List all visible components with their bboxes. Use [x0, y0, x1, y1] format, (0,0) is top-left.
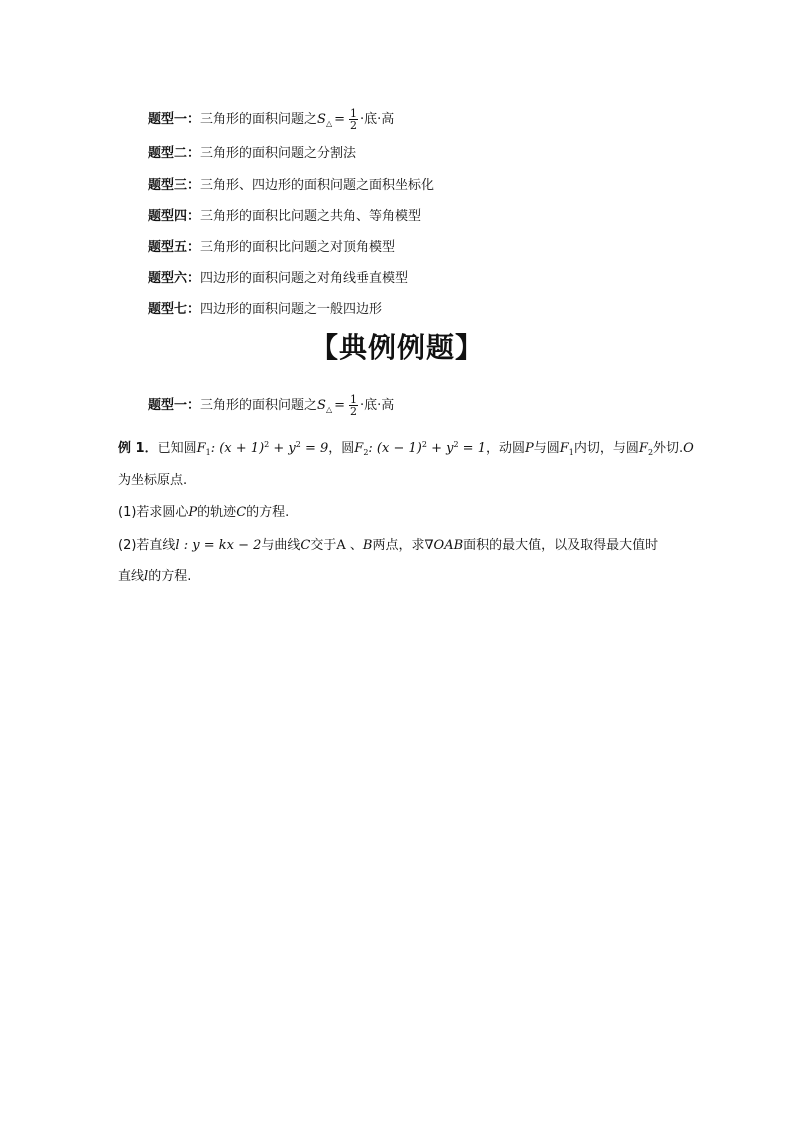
text-segment: 、	[345, 538, 363, 553]
toc-text: 三角形的面积问题之	[200, 112, 318, 127]
fraction-numerator: 1	[350, 107, 357, 120]
math-sub: 1	[205, 448, 211, 457]
text-segment: 交于	[310, 538, 337, 553]
toc-item-2	[148, 145, 356, 163]
toc-text: 三角形、四边形的面积问题之面积坐标化	[200, 178, 435, 193]
text-segment: 内切，与圆	[573, 441, 639, 456]
example-1-line-1	[118, 436, 694, 462]
math-f1: F	[196, 441, 206, 456]
question-2-line-2	[118, 568, 191, 586]
math-eq2-c: = 1	[458, 441, 486, 456]
math-f2: F	[354, 441, 364, 456]
toc-label: 题型六：	[148, 271, 201, 286]
question-1	[118, 504, 289, 522]
toc-label: 题型四：	[148, 209, 201, 224]
text-segment: 面积的最大值，以及取得最大值时	[463, 538, 659, 553]
math-sup: 2	[295, 440, 301, 449]
toc-text: 三角形的面积问题之分割法	[200, 146, 357, 161]
text-segment: 的轨迹	[197, 505, 237, 520]
math-l: l	[175, 538, 180, 553]
toc-label: 题型二：	[148, 146, 201, 161]
formula-after: ·底·高	[360, 112, 395, 127]
text-segment: 两点，求	[372, 538, 425, 553]
math-sub: 1	[568, 448, 574, 457]
subheading-text: 三角形的面积问题之	[200, 398, 318, 413]
toc-label: 题型七：	[148, 302, 201, 317]
text-segment: 已知圆	[157, 441, 197, 456]
math-p: P	[188, 505, 198, 520]
math-a: A	[336, 538, 346, 553]
math-o: O	[683, 441, 694, 456]
section-title: 【典例例题】	[309, 331, 484, 364]
math-sub: 2	[647, 448, 654, 457]
math-eq1: : (x + 1)	[210, 441, 265, 456]
math-eq1-b: + y	[269, 441, 296, 456]
formula-s: S	[317, 398, 326, 413]
toc-label: 题型一：	[148, 112, 201, 127]
formula-s: S	[317, 112, 326, 127]
toc-text: 三角形的面积比问题之共角、等角模型	[200, 209, 422, 224]
math-sup: 2	[453, 440, 459, 449]
toc-label: 题型三：	[148, 178, 201, 193]
text-segment: 与曲线	[261, 538, 301, 553]
toc-text: 三角形的面积比问题之对顶角模型	[200, 240, 396, 255]
formula-eq: =	[334, 112, 345, 127]
section-subheading	[148, 394, 394, 419]
math-line-eq: : y = kx − 2	[179, 538, 262, 553]
formula-fraction	[349, 394, 358, 417]
text-segment: 直线	[118, 569, 145, 584]
fraction-numerator: 1	[350, 393, 357, 406]
formula-eq: =	[334, 398, 345, 413]
toc-item-7	[148, 301, 382, 319]
toc-item-5	[148, 239, 395, 257]
math-eq2: : (x − 1)	[368, 441, 422, 456]
fraction-denominator: 2	[350, 405, 357, 418]
text-segment: 与圆	[533, 441, 560, 456]
math-f2: F	[638, 441, 648, 456]
text-segment: ，圆	[328, 441, 355, 456]
formula-s-sub: △	[325, 405, 333, 414]
text-segment: (1)若求圆心	[118, 505, 189, 520]
math-f1: F	[559, 441, 569, 456]
math-sup: 2	[421, 440, 427, 449]
math-eq2-b: + y	[426, 441, 454, 456]
example-1-line-2: 为坐标原点.	[118, 473, 188, 488]
example-label: 例 1．	[118, 441, 158, 456]
math-c: C	[300, 538, 311, 553]
toc-text: 四边形的面积问题之一般四边形	[200, 302, 383, 317]
toc-item-4	[148, 208, 421, 226]
math-sub: 2	[363, 448, 369, 457]
text-segment: (2)若直线	[118, 538, 176, 553]
math-c: C	[236, 505, 247, 520]
math-eq1-c: = 9	[300, 441, 329, 456]
formula-fraction	[349, 108, 358, 131]
toc-item-1	[148, 108, 394, 133]
math-b: B	[362, 538, 373, 553]
formula-s-sub: △	[325, 119, 333, 128]
fraction-denominator: 2	[350, 119, 357, 132]
math-l: l	[144, 569, 149, 584]
text-segment: 外切.	[653, 441, 684, 456]
math-sup: 2	[264, 440, 270, 449]
math-triangle: ∇OAB	[424, 538, 464, 553]
math-p: P	[525, 441, 534, 456]
formula-after: ·底·高	[360, 398, 395, 413]
toc-item-3	[148, 177, 434, 195]
text-segment: ，动圆	[485, 441, 525, 456]
question-2	[118, 537, 658, 555]
text-segment: 的方程.	[246, 505, 290, 520]
toc-label: 题型五：	[148, 240, 201, 255]
text-segment: 的方程.	[148, 569, 192, 584]
toc-text: 四边形的面积问题之对角线垂直模型	[200, 271, 409, 286]
subheading-label: 题型一：	[148, 398, 201, 413]
toc-item-6	[148, 270, 408, 288]
